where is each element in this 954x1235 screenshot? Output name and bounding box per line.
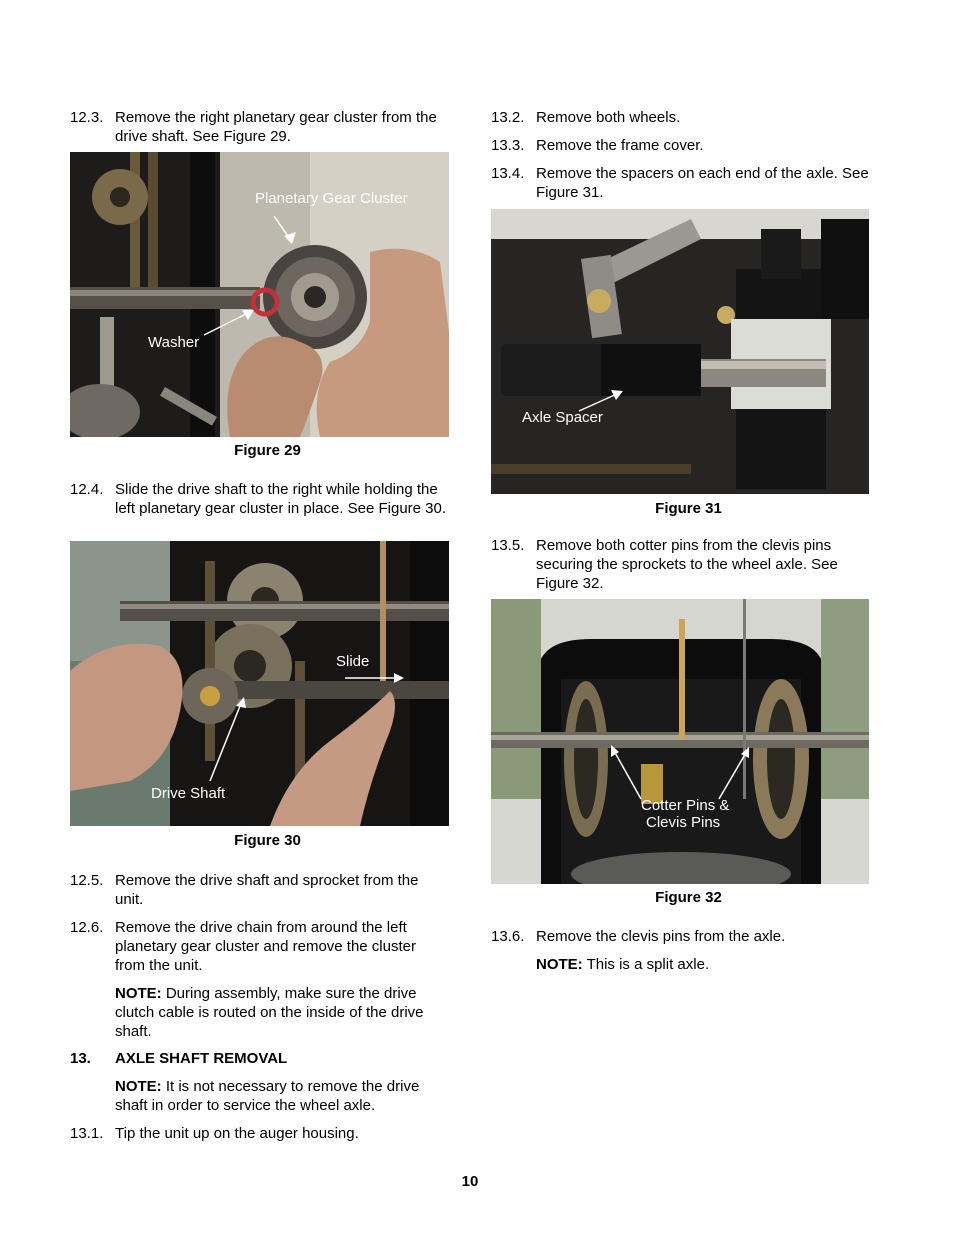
step-text: Remove both wheels.	[536, 109, 681, 126]
callout-slide: Slide	[336, 653, 370, 670]
callout-cotter-pins: Cotter Pins &	[641, 797, 730, 814]
step-13-3	[491, 136, 871, 155]
step-text: Remove the right planetary gear cluster from the drive shaft. See Figure 29.	[115, 109, 437, 145]
figure-29-caption: Figure 29	[234, 442, 301, 459]
step-text: Remove the drive chain from around the left planetary gear cluster and remove the cluster from the unit.	[115, 919, 416, 974]
step-12-5	[70, 871, 450, 909]
note-text: During assembly, make sure the drive clutch cable is routed on the inside of the drive shaft.	[115, 985, 424, 1040]
figure-31-caption: Figure 31	[655, 500, 722, 517]
page-number: 10	[461, 1173, 479, 1190]
note-label: NOTE:	[536, 956, 583, 973]
figure-30-illustration	[70, 541, 449, 826]
figure-30-caption: Figure 30	[234, 832, 301, 849]
step-13-6	[491, 927, 871, 946]
step-12-6	[70, 918, 450, 975]
step-12-4	[70, 480, 450, 518]
note-text: This is a split axle.	[582, 956, 710, 973]
section-title: AXLE SHAFT REMOVAL	[115, 1050, 288, 1067]
note-label: NOTE:	[115, 1078, 162, 1095]
callout-drive-shaft: Drive Shaft	[151, 785, 226, 802]
step-number: 12.5.	[70, 872, 104, 889]
step-text: Remove the frame cover.	[536, 137, 704, 154]
step-text: Remove both cotter pins from the clevis pins securing the sprockets to the wheel axle. See Figure 32.	[536, 537, 838, 592]
figure-32-caption: Figure 32	[655, 889, 722, 906]
step-text: Remove the drive shaft and sprocket from the unit.	[115, 872, 419, 908]
step-12-3	[70, 108, 450, 146]
step-number: 13.3.	[491, 137, 525, 154]
step-number: 13.5.	[491, 537, 525, 554]
callout-planetary-gear-cluster: Planetary Gear Cluster	[255, 190, 408, 207]
section-heading-13	[70, 1049, 450, 1068]
step-text: Slide the drive shaft to the right while holding the left planetary gear cluster in place. See Figure 30.	[115, 481, 447, 517]
figure-31-photo	[491, 209, 869, 494]
step-number: 13.2.	[491, 109, 525, 126]
figure-30-photo	[70, 541, 449, 826]
step-text: Remove the spacers on each end of the axle. See Figure 31.	[536, 165, 869, 201]
callout-clevis-pins: Clevis Pins	[646, 814, 721, 831]
step-text: Tip the unit up on the auger housing.	[115, 1125, 359, 1142]
step-13-2	[491, 108, 871, 127]
figure-32-illustration	[491, 599, 869, 884]
step-number: 13.4.	[491, 165, 525, 182]
figure-29-photo	[70, 152, 449, 437]
step-number: 12.3.	[70, 109, 104, 126]
note-drive-clutch-cable	[115, 984, 445, 1041]
step-number: 13.6.	[491, 928, 525, 945]
figure-31-illustration	[491, 209, 869, 494]
note-label: NOTE:	[115, 985, 162, 1002]
step-13-5	[491, 536, 871, 593]
step-number: 12.4.	[70, 481, 104, 498]
callout-washer: Washer	[148, 334, 200, 351]
step-number: 13.1.	[70, 1125, 104, 1142]
note-text: It is not necessary to remove the drive shaft in order to service the wheel axle.	[115, 1078, 420, 1114]
step-13-4	[491, 164, 871, 202]
callout-axle-spacer: Axle Spacer	[522, 409, 603, 426]
step-13-1	[70, 1124, 450, 1143]
figure-32-photo	[491, 599, 869, 884]
step-text: Remove the clevis pins from the axle.	[536, 928, 786, 945]
note-wheel-axle	[115, 1077, 445, 1115]
step-number: 12.6.	[70, 919, 104, 936]
note-split-axle	[536, 955, 866, 974]
section-number: 13.	[70, 1050, 91, 1067]
